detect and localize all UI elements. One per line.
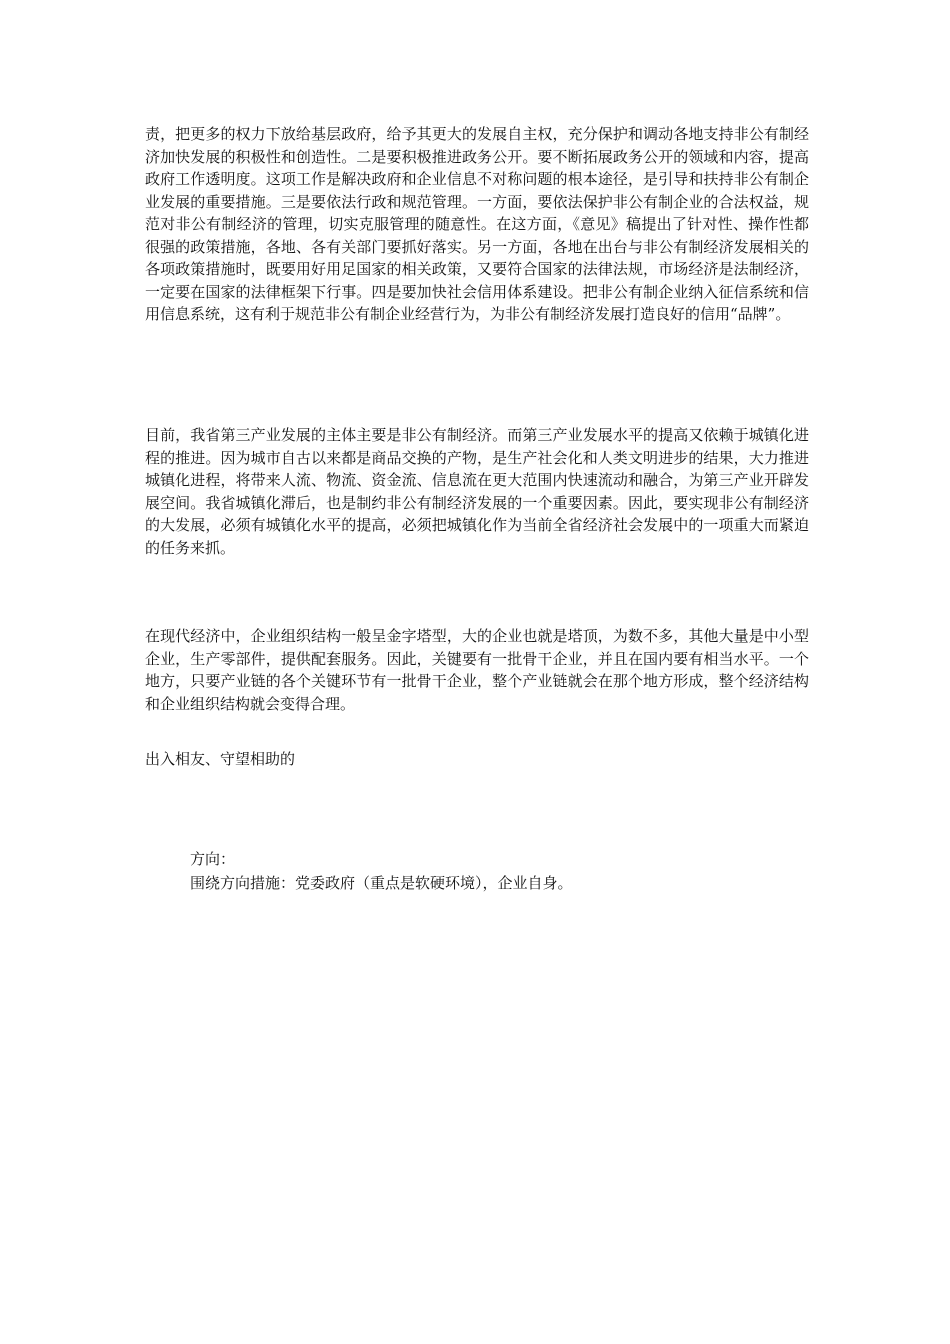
paragraph-fragment: 出入相友、守望相助的 bbox=[145, 750, 296, 768]
note-direction: 方向： bbox=[190, 850, 236, 868]
paragraph-enterprise-structure: 在现代经济中，企业组织结构一般呈金字塔型，大的企业也就是塔顶，为数不多，其他大量是中小型企业，生产零部件，提供配套服务。因此，关键要有一批骨干企业，并且在国内要有相当水平。一个地方，只要产业链的各个关键环节有一批骨干企业，整个产业链就会在那个地方形成，整个经济结构和企业组织结构就会变得合理。 bbox=[145, 627, 809, 713]
paragraph-urbanization: 目前，我省第三产业发展的主体主要是非公有制经济。而第三产业发展水平的提高又依赖于城镇化进程的推进。因为城市自古以来都是商品交换的产物，是生产社会化和人类文明进步的结果，大力推进城镇化进程，将带来人流、物流、资金流、信息流在更大范围内快速流动和融合，为第三产业开辟发展空间。我省城镇化滞后，也是制约非公有制经济发展的一个重要因素。因此，要实现非公有制经济的大发展，必须有城镇化水平的提高，必须把城镇化作为当前全省经济社会发展中的一项重大而紧迫的任务来抓。 bbox=[145, 426, 809, 557]
paragraph-government-measures: 责，把更多的权力下放给基层政府，给予其更大的发展自主权，充分保护和调动各地支持非公有制经济加快发展的积极性和创造性。二是要积极推进政务公开。要不断拓展政务公开的领域和内容，提高政府工作透明度。这项工作是解决政府和企业信息不对称问题的根本途径，是引导和扶持非公有制企业发展的重要措施。三是要依法行政和规范管理。一方面，要依法保护非公有制企业的合法权益，规范对非公有制经济的管理，切实克服管理的随意性。在这方面，《意见》稿提出了针对性、操作性都很强的政策措施，各地、各有关部门要抓好落实。另一方面，各地在出台与非公有制经济发展相关的各项政策措施时，既要用好用足国家的相关政策，又要符合国家的法律法规，市场经济是法制经济，一定要在国家的法律框架下行事。四是要加快社会信用体系建设。把非公有制企业纳入征信系统和信用信息系统，这有利于规范非公有制企业经营行为，为非公有制经济发展打造良好的信用“品牌”。 bbox=[145, 125, 809, 323]
note-measures: 围绕方向措施：党委政府（重点是软硬环境），企业自身。 bbox=[190, 874, 573, 892]
